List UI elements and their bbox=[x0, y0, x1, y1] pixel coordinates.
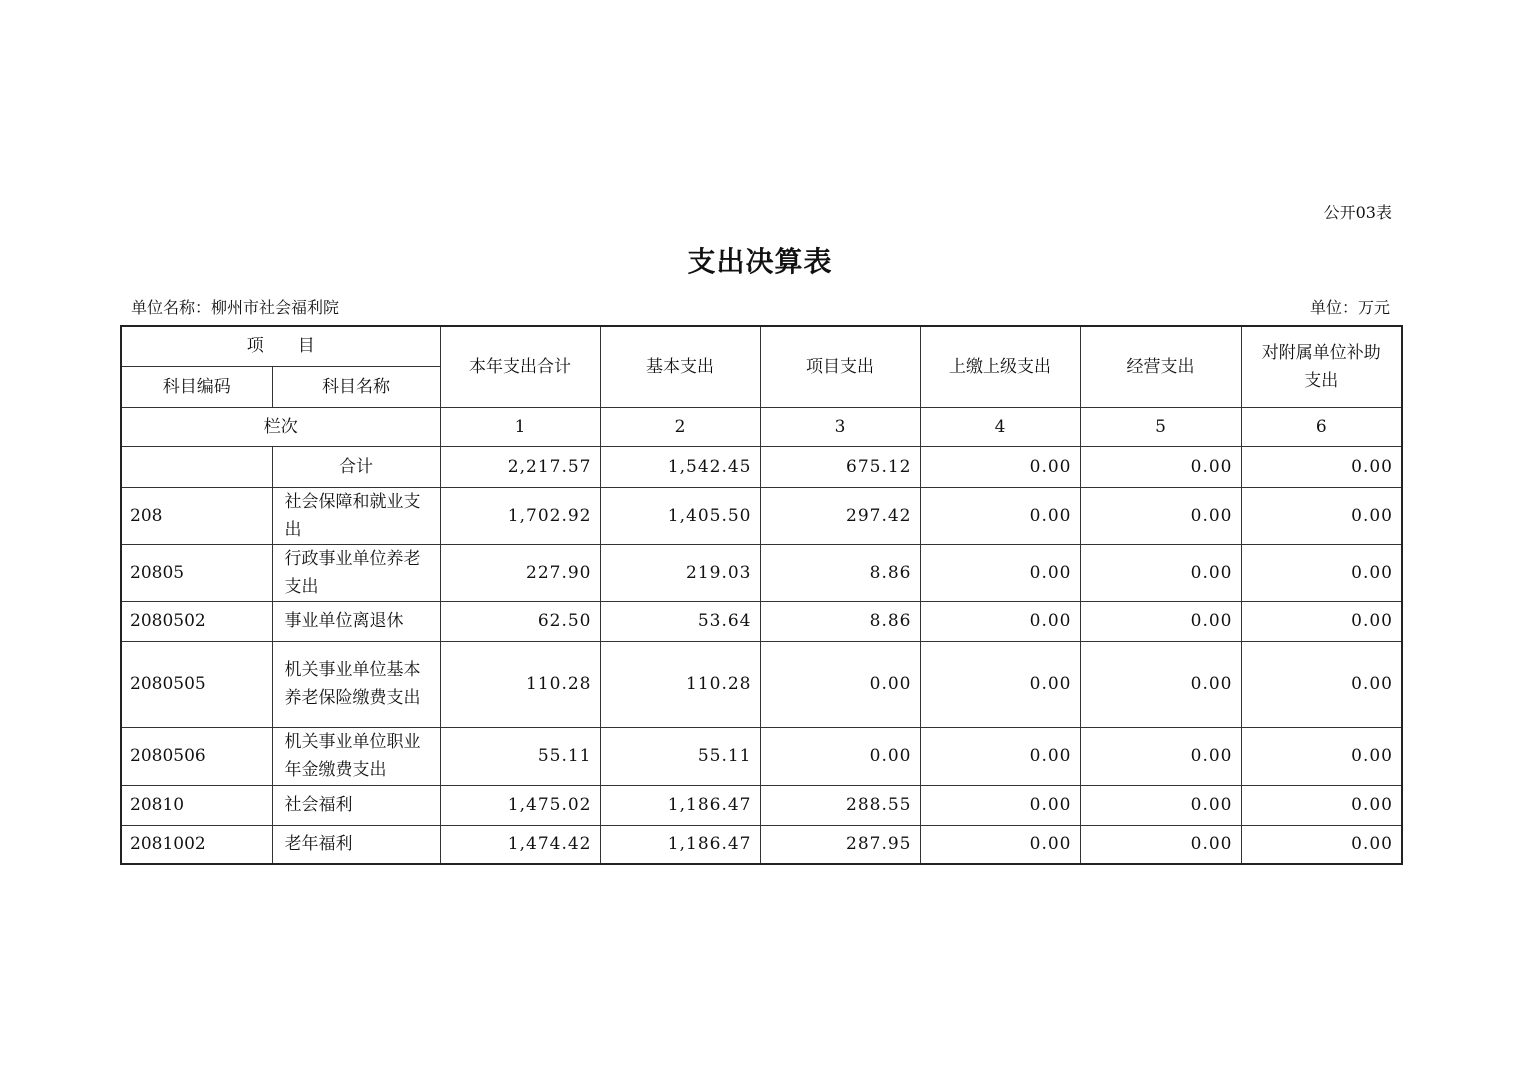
cell-code: 2080502 bbox=[121, 601, 272, 641]
column-number-row bbox=[121, 407, 1402, 446]
header-row-1 bbox=[121, 326, 1402, 366]
cell-value: 0.00 bbox=[1080, 601, 1241, 641]
cell-value: 0.00 bbox=[920, 785, 1080, 825]
table-row bbox=[121, 487, 1402, 544]
cell-value: 62.50 bbox=[440, 601, 600, 641]
table-row bbox=[121, 446, 1402, 487]
cell-value: 0.00 bbox=[1241, 544, 1402, 601]
cell-name: 行政事业单位养老支出 bbox=[272, 544, 440, 601]
header-col-4: 上缴上级支出 bbox=[920, 326, 1080, 407]
cell-value: 110.28 bbox=[600, 641, 760, 727]
table-row bbox=[121, 825, 1402, 864]
cell-code: 2080505 bbox=[121, 641, 272, 727]
cell-name: 机关事业单位职业年金缴费支出 bbox=[272, 727, 440, 785]
cell-value: 0.00 bbox=[760, 727, 920, 785]
table-row bbox=[121, 544, 1402, 601]
cell-value: 0.00 bbox=[1241, 727, 1402, 785]
col-number: 2 bbox=[600, 407, 760, 446]
cell-value: 0.00 bbox=[920, 825, 1080, 864]
cell-value: 0.00 bbox=[1241, 446, 1402, 487]
currency-unit-label: 单位：万元 bbox=[1309, 298, 1390, 317]
table-row bbox=[121, 727, 1402, 785]
col-number: 3 bbox=[760, 407, 920, 446]
cell-value: 675.12 bbox=[760, 446, 920, 487]
cell-name: 机关事业单位基本养老保险缴费支出 bbox=[272, 641, 440, 727]
header-col-2: 基本支出 bbox=[600, 326, 760, 407]
cell-code: 20805 bbox=[121, 544, 272, 601]
header-col-6: 对附属单位补助支出 bbox=[1241, 326, 1402, 407]
cell-value: 55.11 bbox=[600, 727, 760, 785]
cell-name: 社会福利 bbox=[272, 785, 440, 825]
cell-name: 社会保障和就业支出 bbox=[272, 487, 440, 544]
cell-value: 8.86 bbox=[760, 544, 920, 601]
table-row bbox=[121, 785, 1402, 825]
cell-code: 2081002 bbox=[121, 825, 272, 864]
cell-value: 53.64 bbox=[600, 601, 760, 641]
header-code: 科目编码 bbox=[121, 366, 272, 407]
form-number: 公开03表 bbox=[1323, 203, 1392, 222]
cell-name: 老年福利 bbox=[272, 825, 440, 864]
cell-value: 0.00 bbox=[1241, 487, 1402, 544]
cell-value: 1,405.50 bbox=[600, 487, 760, 544]
unit-name-label: 单位名称：柳州市社会福利院 bbox=[131, 298, 340, 317]
cell-value: 55.11 bbox=[440, 727, 600, 785]
table-row bbox=[121, 641, 1402, 727]
cell-value: 288.55 bbox=[760, 785, 920, 825]
cell-value: 1,475.02 bbox=[440, 785, 600, 825]
cell-value: 8.86 bbox=[760, 601, 920, 641]
cell-value: 0.00 bbox=[1080, 727, 1241, 785]
cell-value: 0.00 bbox=[1241, 825, 1402, 864]
cell-value: 0.00 bbox=[1080, 785, 1241, 825]
header-col-1: 本年支出合计 bbox=[440, 326, 600, 407]
cell-value: 0.00 bbox=[1080, 825, 1241, 864]
cell-name: 事业单位离退休 bbox=[272, 601, 440, 641]
cell-value: 0.00 bbox=[920, 487, 1080, 544]
cell-value: 1,186.47 bbox=[600, 785, 760, 825]
cell-value: 0.00 bbox=[920, 544, 1080, 601]
expenditure-table bbox=[120, 325, 1403, 865]
cell-value: 0.00 bbox=[1241, 785, 1402, 825]
cell-value: 110.28 bbox=[440, 641, 600, 727]
col-number: 6 bbox=[1241, 407, 1402, 446]
cell-value: 0.00 bbox=[920, 446, 1080, 487]
cell-value: 0.00 bbox=[1080, 446, 1241, 487]
cell-value: 0.00 bbox=[1241, 641, 1402, 727]
cell-value: 287.95 bbox=[760, 825, 920, 864]
cell-value: 1,186.47 bbox=[600, 825, 760, 864]
cell-value: 297.42 bbox=[760, 487, 920, 544]
cell-code: 2080506 bbox=[121, 727, 272, 785]
header-item: 项 目 bbox=[121, 326, 440, 366]
col-number: 5 bbox=[1080, 407, 1241, 446]
cell-value: 227.90 bbox=[440, 544, 600, 601]
cell-value: 1,474.42 bbox=[440, 825, 600, 864]
cell-value: 2,217.57 bbox=[440, 446, 600, 487]
cell-value: 0.00 bbox=[920, 601, 1080, 641]
cell-value: 0.00 bbox=[1241, 601, 1402, 641]
header-col-3: 项目支出 bbox=[760, 326, 920, 407]
cell-name: 合计 bbox=[272, 446, 440, 487]
cell-value: 219.03 bbox=[600, 544, 760, 601]
cell-value: 1,702.92 bbox=[440, 487, 600, 544]
row-label: 栏次 bbox=[121, 407, 440, 446]
cell-value: 1,542.45 bbox=[600, 446, 760, 487]
cell-value: 0.00 bbox=[1080, 641, 1241, 727]
cell-code: 208 bbox=[121, 487, 272, 544]
page-title: 支出决算表 bbox=[687, 245, 833, 278]
col-number: 4 bbox=[920, 407, 1080, 446]
cell-code: 20810 bbox=[121, 785, 272, 825]
cell-value: 0.00 bbox=[920, 641, 1080, 727]
cell-code bbox=[121, 446, 272, 487]
cell-value: 0.00 bbox=[1080, 487, 1241, 544]
header-name: 科目名称 bbox=[272, 366, 440, 407]
col-number: 1 bbox=[440, 407, 600, 446]
header-col-5: 经营支出 bbox=[1080, 326, 1241, 407]
table-row bbox=[121, 601, 1402, 641]
cell-value: 0.00 bbox=[920, 727, 1080, 785]
cell-value: 0.00 bbox=[760, 641, 920, 727]
cell-value: 0.00 bbox=[1080, 544, 1241, 601]
